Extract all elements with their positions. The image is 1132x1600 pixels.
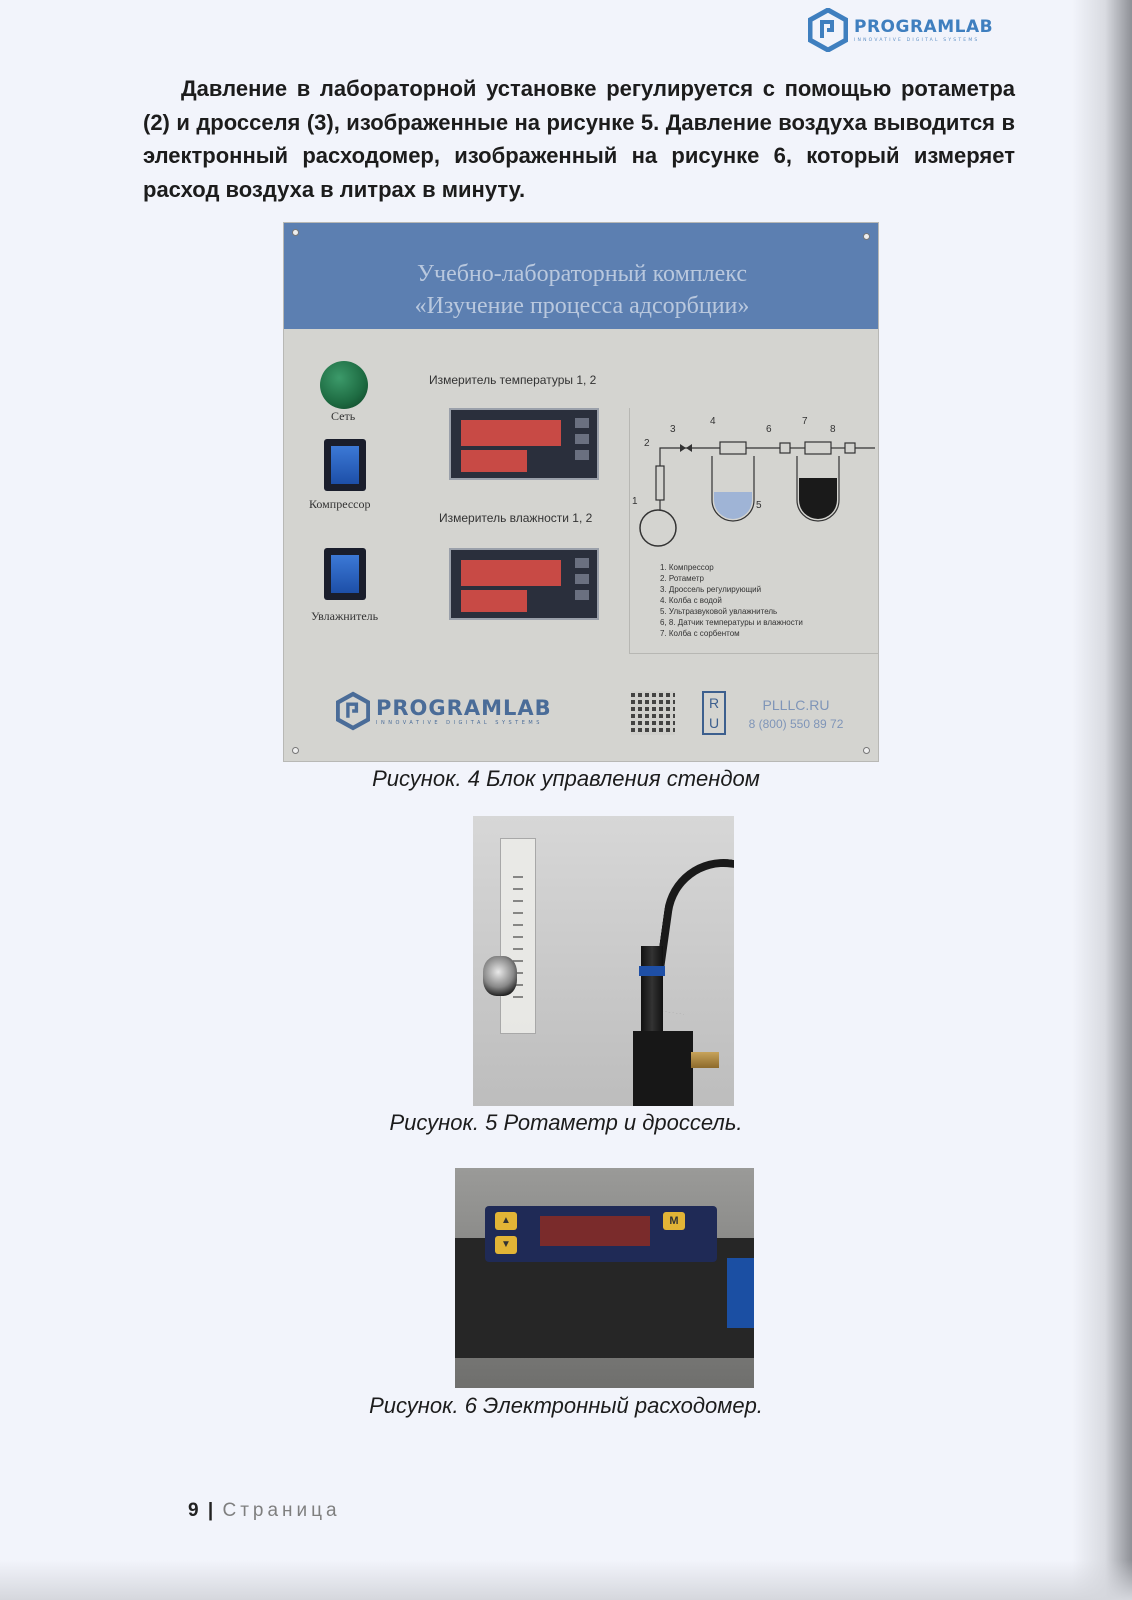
switch1-label: Компрессор [309, 497, 371, 511]
fitting-ring [639, 966, 665, 976]
humidifier-switch [324, 548, 366, 600]
footer-separator: | [207, 1500, 214, 1521]
page-edge-shadow [1072, 0, 1132, 1600]
figure-6-flowmeter-photo [455, 1168, 754, 1388]
ru-mark-r: R [708, 695, 720, 711]
programlab-logo-icon [336, 691, 370, 731]
flowmeter-down-key [495, 1236, 517, 1254]
legend-line: 4. Колба с водой [660, 596, 722, 605]
header-tagline: INNOVATIVE DIGITAL SYSTEMS [854, 38, 980, 43]
meter1-label: Измеритель температуры 1, 2 [429, 373, 597, 387]
schematic-number-6: 6 [766, 424, 772, 435]
panel-site: PLLLC.RU [762, 697, 830, 713]
figure-5-caption: Рисунок. 5 Ротаметр и дроссель. [389, 1110, 743, 1135]
compressor-switch [324, 439, 366, 491]
panel-title-line2: «Изучение процесса адсорбции» [414, 293, 750, 319]
schematic-number-2: 2 [644, 438, 650, 449]
flowmeter-up-key [495, 1212, 517, 1230]
page-bottom-shadow [0, 1560, 1132, 1600]
mode-key-label: M [669, 1215, 679, 1227]
schematic-number-7: 7 [802, 416, 808, 427]
up-arrow-icon: ▲ [501, 1215, 511, 1226]
legend-line: 3. Дроссель регулирующий [660, 585, 762, 594]
figure-5-rotameter-photo [473, 816, 734, 1106]
schematic-number-4: 4 [710, 416, 716, 427]
flowmeter-pipe [727, 1258, 754, 1328]
legend-line: 5. Ультразвуковой увлажнитель [660, 607, 778, 616]
process-schematic [629, 408, 879, 654]
page-word: Страница [222, 1500, 341, 1521]
figure-6-caption: Рисунок. 6 Электронный расходомер. [369, 1393, 763, 1418]
network-lamp [320, 361, 368, 409]
panel-logo-tagline: INNOVATIVE DIGITAL SYSTEMS [376, 720, 543, 726]
humidity-meter [449, 548, 599, 620]
panel-title-line1: Учебно-лабораторный комплекс [417, 261, 747, 287]
temperature-meter [449, 408, 599, 480]
schematic-number-3: 3 [670, 424, 676, 435]
screw-icon [863, 233, 870, 240]
legend-line: 1. Компрессор [660, 563, 714, 572]
page-footer [188, 1500, 341, 1522]
flowmeter-display [540, 1216, 650, 1246]
legend-line: 7. Колба с сорбентом [660, 629, 740, 638]
figure-4-control-panel [283, 222, 879, 762]
intro-paragraph: Давление в лабораторной установке регулируется с помощью ротаметра (2) и дросселя (3), изображенные на рисунке 5. Давление воздуха выводится в электронный расходомер, изображенный на рисунке 6, который измеряет расход воздуха в литрах в минуту. [143, 76, 1015, 202]
programlab-logo-icon [808, 8, 848, 52]
brass-connector [691, 1052, 719, 1068]
header-brand: PROGRAMLAB [854, 17, 994, 37]
schematic-diagram [630, 408, 879, 558]
schematic-number-8: 8 [830, 424, 836, 435]
lamp-label: Сеть [331, 409, 356, 423]
schematic-number-1: 1 [632, 496, 638, 507]
panel-logo [336, 691, 552, 731]
screw-icon [863, 747, 870, 754]
legend-line: 2. Ротаметр [660, 574, 704, 583]
page-number: 9 [188, 1500, 199, 1521]
down-arrow-icon: ▼ [501, 1239, 511, 1250]
switch2-label: Увлажнитель [311, 609, 379, 623]
schematic-number-5: 5 [756, 500, 762, 511]
panel-phone: 8 (800) 550 89 72 [748, 717, 844, 731]
flowmeter-mode-key [663, 1212, 685, 1230]
panel-logo-brand: PROGRAMLAB [376, 696, 552, 720]
screw-icon [292, 229, 299, 236]
qr-code-icon [631, 691, 675, 735]
legend-line: 6, 8. Датчик температуры и влажности [660, 618, 803, 627]
rotameter-knob [483, 956, 517, 996]
ru-mark-u: U [708, 715, 720, 731]
figure-4-caption: Рисунок. 4 Блок управления стендом [372, 766, 760, 791]
ru-mark [702, 691, 726, 735]
meter2-label: Измеритель влажности 1, 2 [439, 511, 593, 525]
header-logo [808, 8, 993, 52]
throttle-valve [633, 1031, 693, 1106]
screw-icon [292, 747, 299, 754]
